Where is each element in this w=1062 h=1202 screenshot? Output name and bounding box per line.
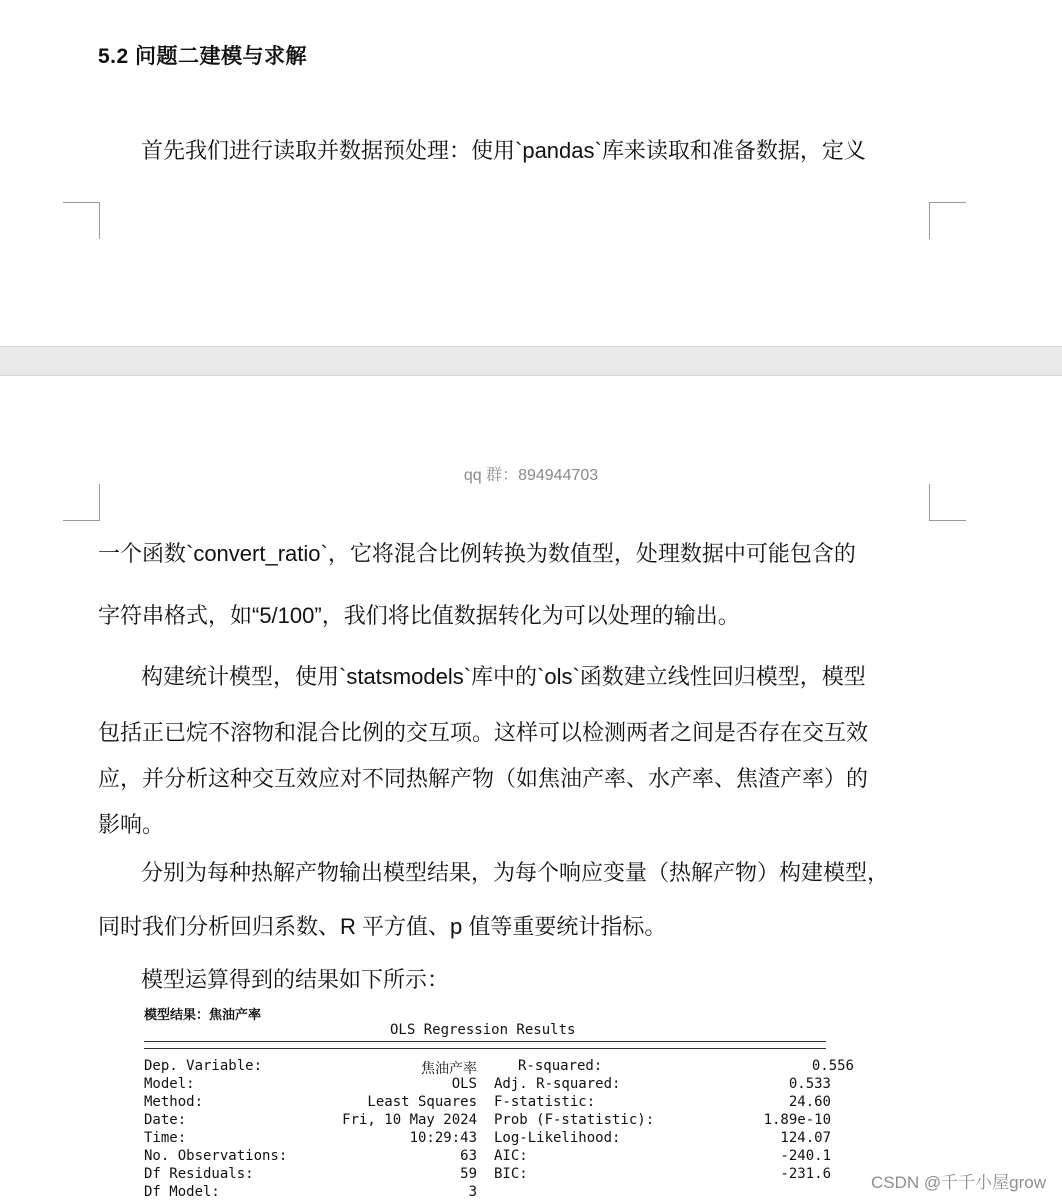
row-stat-value: -240.1 [780,1148,831,1164]
row-label: Df Residuals: [144,1166,254,1182]
row-value: 63 [460,1148,477,1164]
row-stat-value: 124.07 [780,1130,831,1146]
csdn-watermark: CSDN @千千小屋grow [871,1173,1046,1192]
row-stat-value: 0.533 [788,1076,831,1092]
row-value: 59 [460,1166,477,1182]
table-row [144,1166,864,1184]
paragraph-line: 包括正已烷不溶物和混合比例的交互项。这样可以检测两者之间是否存在交互效 [98,720,869,745]
row-stat-value: 24.60 [788,1094,831,1110]
row-stat-label: R-squared: [518,1058,603,1074]
ols-table-title: OLS Regression Results [390,1022,576,1038]
paragraph-line: 影响。 [98,812,165,837]
table-row [144,1148,864,1166]
paragraph-line: 同时我们分析回归系数、R 平方值、p 值等重要统计指标。 [98,914,667,939]
row-label: Method: [144,1094,204,1110]
row-stat-value: -231.6 [780,1166,831,1182]
row-label: Df Model: [144,1184,220,1200]
row-value: Fri, 10 May 2024 [342,1112,477,1128]
intro-paragraph: 首先我们进行读取并数据预处理：使用`pandas`库来读取和准备数据，定义 [141,138,866,163]
row-label: No. Observations: [144,1148,288,1164]
result-title: 模型结果：焦油产率 [144,1007,262,1022]
paragraph-line: 构建统计模型，使用`statsmodels`库中的`ols`函数建立线性回归模型，模型 [141,664,866,689]
page-header-note: qq 群：894944703 [463,467,599,484]
row-label: Date: [144,1112,187,1128]
section-heading: 5.2 问题二建模与求解 [98,45,308,68]
crop-mark-bottom-right [929,202,966,239]
row-value: Least Squares [367,1094,477,1110]
paragraph-line: 模型运算得到的结果如下所示： [141,967,450,992]
paragraph-line: 字符串格式，如“5/100”，我们将比值数据转化为可以处理的输出。 [98,603,740,628]
row-stat-label: AIC: [494,1148,528,1164]
row-stat-label: F-statistic: [494,1094,596,1110]
table-row [144,1094,864,1112]
row-stat-label: BIC: [494,1166,528,1182]
table-row [144,1112,864,1130]
crop-mark-top-right [929,484,966,521]
paragraph-line: 应，并分析这种交互效应对不同热解产物（如焦油产率、水产率、焦渣产率）的 [98,766,869,791]
row-value: OLS [451,1076,477,1092]
row-label: Dep. Variable: [144,1058,263,1074]
paragraph-line: 一个函数`convert_ratio`，它将混合比例转换为数值型，处理数据中可能包含的 [98,541,856,566]
row-stat-label: Log-Likelihood: [494,1130,621,1146]
row-stat-label: Adj. R-squared: [494,1076,621,1092]
table-row [144,1184,864,1202]
paragraph-line: 分别为每种热解产物输出模型结果，为每个响应变量（热解产物）构建模型， [141,860,890,885]
row-value: 焦油产率 [421,1061,477,1077]
row-stat-value: 1.89e-10 [763,1112,831,1128]
table-double-rule [144,1041,826,1049]
table-row [144,1130,864,1148]
crop-mark-top-left [63,484,100,521]
row-value: 3 [468,1184,477,1200]
table-row [144,1076,864,1094]
row-stat-value: 0.556 [811,1058,854,1074]
table-row [144,1058,864,1076]
row-label: Time: [144,1130,187,1146]
crop-mark-bottom-left [63,202,100,239]
row-stat-label: Prob (F-statistic): [494,1112,655,1128]
row-label: Model: [144,1076,195,1092]
page-gap [0,346,1062,376]
regression-result-image [140,1000,900,1200]
row-value: 10:29:43 [409,1130,477,1146]
